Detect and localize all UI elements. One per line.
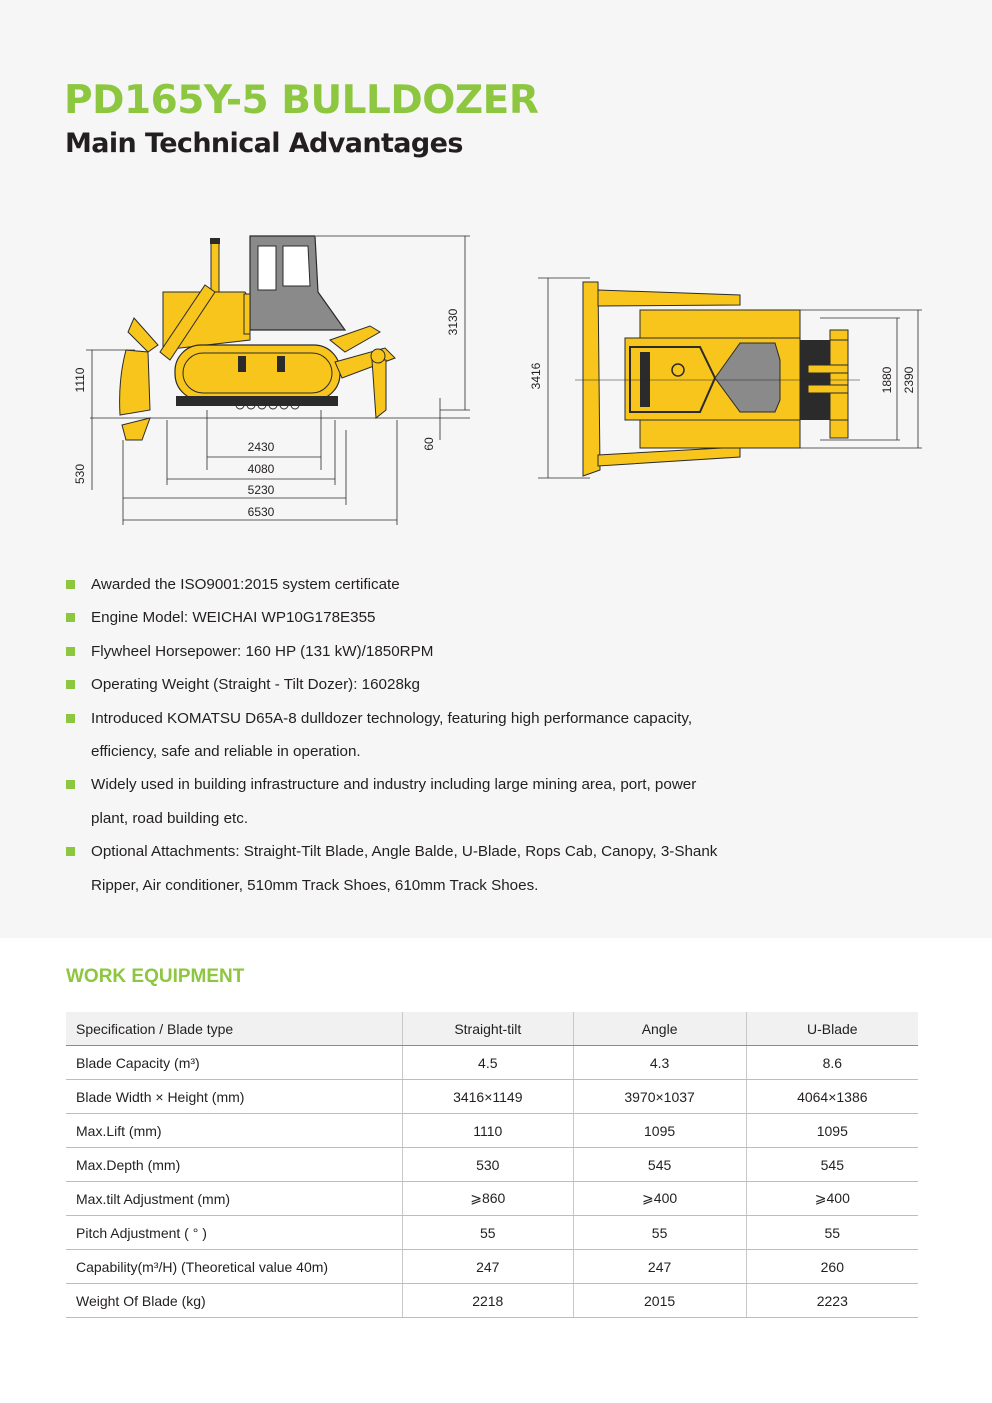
bullet-square-icon: [66, 714, 75, 723]
table-cell: ⩾400: [746, 1182, 918, 1216]
table-cell: 1095: [746, 1114, 918, 1148]
table-row: [66, 1080, 918, 1114]
table-row: [66, 1182, 918, 1216]
dim-label-3130: 3130: [446, 308, 460, 336]
page-title: PD165Y-5 BULLDOZER: [64, 78, 539, 123]
dim-label-4080: 4080: [247, 462, 275, 476]
table-cell: 545: [573, 1148, 746, 1182]
table-cell: 2223: [746, 1284, 918, 1318]
feature-item-continuation: efficiency, safe and reliable in operation.: [91, 743, 361, 761]
column-header: Angle: [573, 1012, 746, 1046]
table-cell: 3970×1037: [573, 1080, 746, 1114]
table-cell: 4.5: [403, 1046, 574, 1080]
table-cell: 8.6: [746, 1046, 918, 1080]
dim-label-1110: 1110: [73, 367, 87, 393]
column-header: Straight-tilt: [403, 1012, 574, 1046]
dim-label-1880: 1880: [880, 366, 894, 394]
table-cell: 247: [403, 1250, 574, 1284]
bullet-square-icon: [66, 580, 75, 589]
row-label: Max.tilt Adjustment (mm): [66, 1182, 403, 1216]
dim-label-2430: 2430: [247, 440, 275, 454]
table-cell: 1110: [403, 1114, 574, 1148]
row-label: Weight Of Blade (kg): [66, 1284, 403, 1318]
top-view-drawing: [538, 278, 922, 478]
row-label: Blade Width × Height (mm): [66, 1080, 403, 1114]
table-cell: 2218: [403, 1284, 574, 1318]
column-header: Specification / Blade type: [66, 1012, 403, 1046]
feature-item: Flywheel Horsepower: 160 HP (131 kW)/1850RPM: [66, 635, 786, 668]
bullet-square-icon: [66, 780, 75, 789]
feature-item-continuation: Ripper, Air conditioner, 510mm Track Shoes, 610mm Track Shoes.: [91, 876, 539, 894]
table-row: [66, 1216, 918, 1250]
table-cell: 4064×1386: [746, 1080, 918, 1114]
feature-item-continuation: plant, road building etc.: [91, 809, 249, 827]
table-header-row: [66, 1012, 918, 1046]
table-row: [66, 1114, 918, 1148]
table-cell: 1095: [573, 1114, 746, 1148]
table-cell: 247: [573, 1250, 746, 1284]
table-row: [66, 1284, 918, 1318]
row-label: Max.Depth (mm): [66, 1148, 403, 1182]
row-label: Pitch Adjustment ( ° ): [66, 1216, 403, 1250]
row-label: Max.Lift (mm): [66, 1114, 403, 1148]
table-cell: 3416×1149: [403, 1080, 574, 1114]
table-row: [66, 1250, 918, 1284]
table-cell: 4.3: [573, 1046, 746, 1080]
table-cell: 55: [746, 1216, 918, 1250]
table-row: [66, 1148, 918, 1182]
row-label: Blade Capacity (m³): [66, 1046, 403, 1080]
feature-item: Optional Attachments: Straight-Tilt Blade, Angle Balde, U-Blade, Rops Cab, Canopy, 3-Shank: [66, 835, 786, 868]
table-cell: 260: [746, 1250, 918, 1284]
table-cell: 530: [403, 1148, 574, 1182]
feature-item: Introduced KOMATSU D65A-8 dulldozer technology, featuring high performance capacity,: [66, 702, 786, 735]
section-title-work-equipment: WORK EQUIPMENT: [66, 966, 245, 987]
feature-item: Awarded the ISO9001:2015 system certificate: [66, 568, 786, 601]
feature-item: Operating Weight (Straight - Tilt Dozer): 16028kg: [66, 668, 786, 701]
bullet-square-icon: [66, 647, 75, 656]
page-subtitle: Main Technical Advantages: [65, 128, 463, 159]
dim-label-5230: 5230: [247, 483, 275, 497]
dim-label-2390: 2390: [902, 366, 916, 394]
table-cell: ⩾400: [573, 1182, 746, 1216]
bulldozer-drawings: [60, 225, 940, 535]
table-cell: ⩾860: [403, 1182, 574, 1216]
side-view-drawing: [86, 236, 470, 525]
table-cell: 55: [403, 1216, 574, 1250]
dim-label-6530: 6530: [247, 505, 275, 519]
bullet-square-icon: [66, 613, 75, 622]
dim-label-3416: 3416: [529, 362, 543, 390]
bullet-square-icon: [66, 847, 75, 856]
row-label: Capability(m³/H) (Theoretical value 40m): [66, 1250, 403, 1284]
bullet-square-icon: [66, 680, 75, 689]
feature-item: Widely used in building infrastructure and industry including large mining area, port, power: [66, 768, 786, 801]
feature-item: Engine Model: WEICHAI WP10G178E355: [66, 601, 786, 634]
table-cell: 55: [573, 1216, 746, 1250]
dim-label-530: 530: [73, 463, 87, 485]
feature-list: [66, 568, 786, 902]
dim-label-60: 60: [422, 437, 436, 451]
work-equipment-table: [66, 1012, 918, 1318]
table-cell: 545: [746, 1148, 918, 1182]
table-cell: 2015: [573, 1284, 746, 1318]
column-header: U-Blade: [746, 1012, 918, 1046]
table-row: [66, 1046, 918, 1080]
